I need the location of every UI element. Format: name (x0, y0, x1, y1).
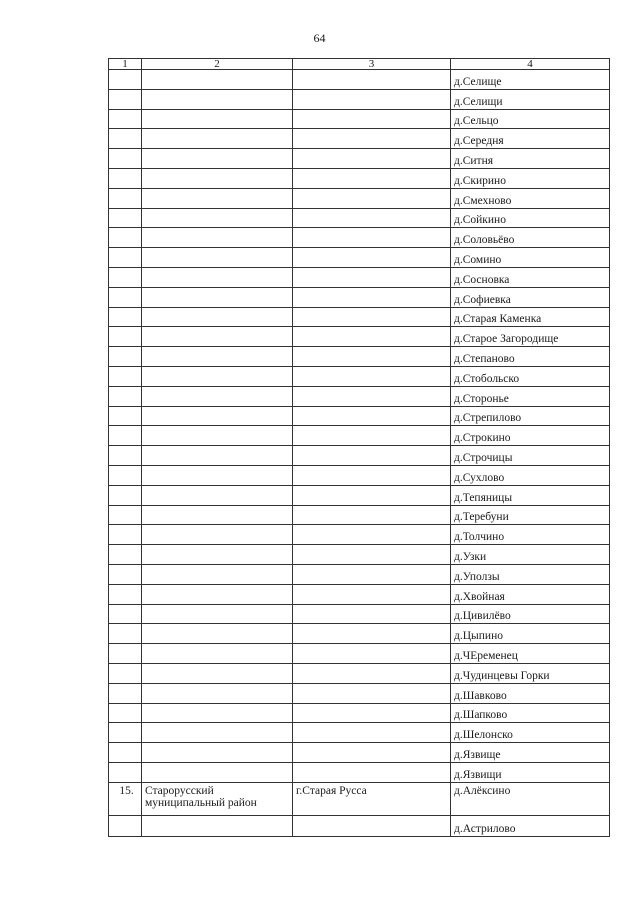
district-cell (142, 168, 293, 188)
settlement-cell: д.Сухлово (451, 465, 610, 485)
district-cell (142, 267, 293, 287)
column-header-1: 1 (109, 59, 142, 70)
district-cell (142, 545, 293, 565)
row-number-cell (109, 248, 142, 268)
district-center: г.Старая Русса (293, 782, 451, 815)
table-row (109, 604, 610, 624)
settlement-cell: д.Теребуни (451, 505, 610, 525)
center-cell (293, 307, 451, 327)
settlement-cell: д.Тепяницы (451, 485, 610, 505)
settlement-cell: д.Степаново (451, 347, 610, 367)
table-row (109, 644, 610, 664)
row-number-cell (109, 386, 142, 406)
center-cell (293, 406, 451, 426)
row-number-cell (109, 624, 142, 644)
center-cell (293, 228, 451, 248)
table-row (109, 89, 610, 109)
settlement-cell: д.Ситня (451, 149, 610, 169)
table-row (109, 307, 610, 327)
table-row (109, 327, 610, 347)
row-number-cell (109, 525, 142, 545)
district-cell (142, 604, 293, 624)
center-cell (293, 347, 451, 367)
district-cell (142, 188, 293, 208)
district-cell (142, 307, 293, 327)
table-row (109, 109, 610, 129)
row-number-cell (109, 604, 142, 624)
table-row (109, 762, 610, 782)
settlements-table (108, 58, 610, 837)
page-number: 64 (313, 31, 326, 45)
district-cell (142, 564, 293, 584)
settlement-cell: д.Сосновка (451, 267, 610, 287)
center-cell (293, 604, 451, 624)
district-cell (142, 109, 293, 129)
district-cell (142, 525, 293, 545)
center-cell (293, 149, 451, 169)
district-cell (142, 723, 293, 743)
center-cell (293, 624, 451, 644)
settlement-cell: д.Строчицы (451, 446, 610, 466)
settlement-cell: д.Строкино (451, 426, 610, 446)
district-cell (142, 743, 293, 763)
table-row (109, 545, 610, 565)
center-cell (293, 446, 451, 466)
center-cell (293, 248, 451, 268)
settlement-cell: д.Язвище (451, 743, 610, 763)
table-row (109, 743, 610, 763)
row-number-cell (109, 366, 142, 386)
district-cell (142, 129, 293, 149)
district-cell (142, 366, 293, 386)
table-row (109, 663, 610, 683)
center-cell (293, 762, 451, 782)
settlement-cell: д.Цыпино (451, 624, 610, 644)
district-cell (142, 505, 293, 525)
row-number-cell (109, 683, 142, 703)
center-cell (293, 644, 451, 664)
center-cell (293, 584, 451, 604)
row-number-cell (109, 584, 142, 604)
center-cell (293, 683, 451, 703)
district-cell (142, 762, 293, 782)
settlement-cell: д.Сельцо (451, 109, 610, 129)
district-cell (142, 70, 293, 90)
district-cell (142, 644, 293, 664)
district-cell (142, 446, 293, 466)
settlement-cell: д.Цивилёво (451, 604, 610, 624)
row-number-cell (109, 485, 142, 505)
center-cell (293, 89, 451, 109)
row-number-cell (109, 426, 142, 446)
district-cell (142, 584, 293, 604)
table-row (109, 465, 610, 485)
table-row (109, 287, 610, 307)
table-row (109, 347, 610, 367)
table-row (109, 366, 610, 386)
row-number-cell (109, 815, 142, 836)
table-row (109, 525, 610, 545)
settlement-cell: д.Алёксино (451, 782, 610, 815)
row-number-cell (109, 465, 142, 485)
district-cell (142, 327, 293, 347)
district-cell (142, 208, 293, 228)
table-row (109, 267, 610, 287)
table-row (109, 485, 610, 505)
table-row (109, 815, 610, 836)
district-cell (142, 287, 293, 307)
row-number-cell (109, 228, 142, 248)
settlement-cell: д.Середня (451, 129, 610, 149)
table-row (109, 624, 610, 644)
settlement-cell: д.Скирино (451, 168, 610, 188)
district-cell (142, 149, 293, 169)
row-number-cell (109, 723, 142, 743)
table-row (109, 149, 610, 169)
table-row (109, 208, 610, 228)
table-row (109, 723, 610, 743)
row-number-cell (109, 307, 142, 327)
district-cell (142, 347, 293, 367)
center-cell (293, 168, 451, 188)
center-cell (293, 426, 451, 446)
row-number-cell (109, 129, 142, 149)
center-cell (293, 109, 451, 129)
center-cell (293, 743, 451, 763)
settlement-cell: д.Старая Каменка (451, 307, 610, 327)
district-row (109, 782, 610, 815)
column-header-3: 3 (293, 59, 451, 70)
settlement-cell: д.Старое Загородище (451, 327, 610, 347)
district-cell (142, 406, 293, 426)
settlement-cell: д.Узки (451, 545, 610, 565)
row-number-cell (109, 287, 142, 307)
row-number-cell (109, 505, 142, 525)
table-row (109, 446, 610, 466)
table-row (109, 584, 610, 604)
district-cell (142, 426, 293, 446)
settlement-cell: д.Язвищи (451, 762, 610, 782)
settlement-cell: д.Шелонско (451, 723, 610, 743)
district-cell (142, 465, 293, 485)
settlement-cell: д.Сомино (451, 248, 610, 268)
settlement-cell: д.ЧEременец (451, 644, 610, 664)
row-number-cell (109, 663, 142, 683)
row-number-cell (109, 545, 142, 565)
district-cell (142, 228, 293, 248)
district-cell (142, 624, 293, 644)
settlement-cell: д.Селище (451, 70, 610, 90)
district-name: Старорусский муниципальный район (142, 782, 293, 815)
district-cell (142, 815, 293, 836)
center-cell (293, 815, 451, 836)
center-cell (293, 267, 451, 287)
center-cell (293, 723, 451, 743)
table-row (109, 703, 610, 723)
center-cell (293, 505, 451, 525)
settlement-cell: д.Стобольско (451, 366, 610, 386)
row-number-cell (109, 743, 142, 763)
table-row (109, 129, 610, 149)
district-number: 15. (109, 782, 142, 815)
row-number-cell (109, 208, 142, 228)
district-cell (142, 89, 293, 109)
settlement-cell: д.Астрилово (451, 815, 610, 836)
district-cell (142, 386, 293, 406)
settlement-cell: д.Селищи (451, 89, 610, 109)
row-number-cell (109, 327, 142, 347)
settlement-cell: д.Шавково (451, 683, 610, 703)
center-cell (293, 564, 451, 584)
row-number-cell (109, 70, 142, 90)
row-number-cell (109, 446, 142, 466)
table-row (109, 386, 610, 406)
center-cell (293, 525, 451, 545)
center-cell (293, 366, 451, 386)
table-row (109, 564, 610, 584)
settlement-cell: д.Софиевка (451, 287, 610, 307)
center-cell (293, 703, 451, 723)
table-row (109, 426, 610, 446)
row-number-cell (109, 644, 142, 664)
center-cell (293, 129, 451, 149)
table-row (109, 168, 610, 188)
district-cell (142, 248, 293, 268)
center-cell (293, 386, 451, 406)
row-number-cell (109, 267, 142, 287)
settlement-cell: д.Чудинцевы Горки (451, 663, 610, 683)
district-cell (142, 485, 293, 505)
row-number-cell (109, 703, 142, 723)
settlement-cell: д.Шапково (451, 703, 610, 723)
row-number-cell (109, 168, 142, 188)
center-cell (293, 465, 451, 485)
district-cell (142, 683, 293, 703)
center-cell (293, 545, 451, 565)
row-number-cell (109, 406, 142, 426)
row-number-cell (109, 109, 142, 129)
row-number-cell (109, 89, 142, 109)
row-number-cell (109, 188, 142, 208)
table-row (109, 406, 610, 426)
settlement-cell: д.Стрепилово (451, 406, 610, 426)
district-cell (142, 703, 293, 723)
settlement-cell: д.Смехново (451, 188, 610, 208)
table-row (109, 505, 610, 525)
settlement-cell: д.Сторонье (451, 386, 610, 406)
table-row (109, 248, 610, 268)
center-cell (293, 663, 451, 683)
settlement-cell: д.Хвойная (451, 584, 610, 604)
row-number-cell (109, 762, 142, 782)
row-number-cell (109, 564, 142, 584)
center-cell (293, 208, 451, 228)
table-row (109, 188, 610, 208)
settlement-cell: д.Сойкино (451, 208, 610, 228)
center-cell (293, 287, 451, 307)
header-row (109, 59, 610, 70)
table-row (109, 683, 610, 703)
column-header-4: 4 (451, 59, 610, 70)
center-cell (293, 485, 451, 505)
row-number-cell (109, 347, 142, 367)
center-cell (293, 70, 451, 90)
district-cell (142, 663, 293, 683)
column-header-2: 2 (142, 59, 293, 70)
settlement-cell: д.Толчино (451, 525, 610, 545)
settlement-cell: д.Соловьёво (451, 228, 610, 248)
center-cell (293, 188, 451, 208)
table-row (109, 228, 610, 248)
center-cell (293, 327, 451, 347)
table-row (109, 70, 610, 90)
row-number-cell (109, 149, 142, 169)
settlement-cell: д.Уползы (451, 564, 610, 584)
